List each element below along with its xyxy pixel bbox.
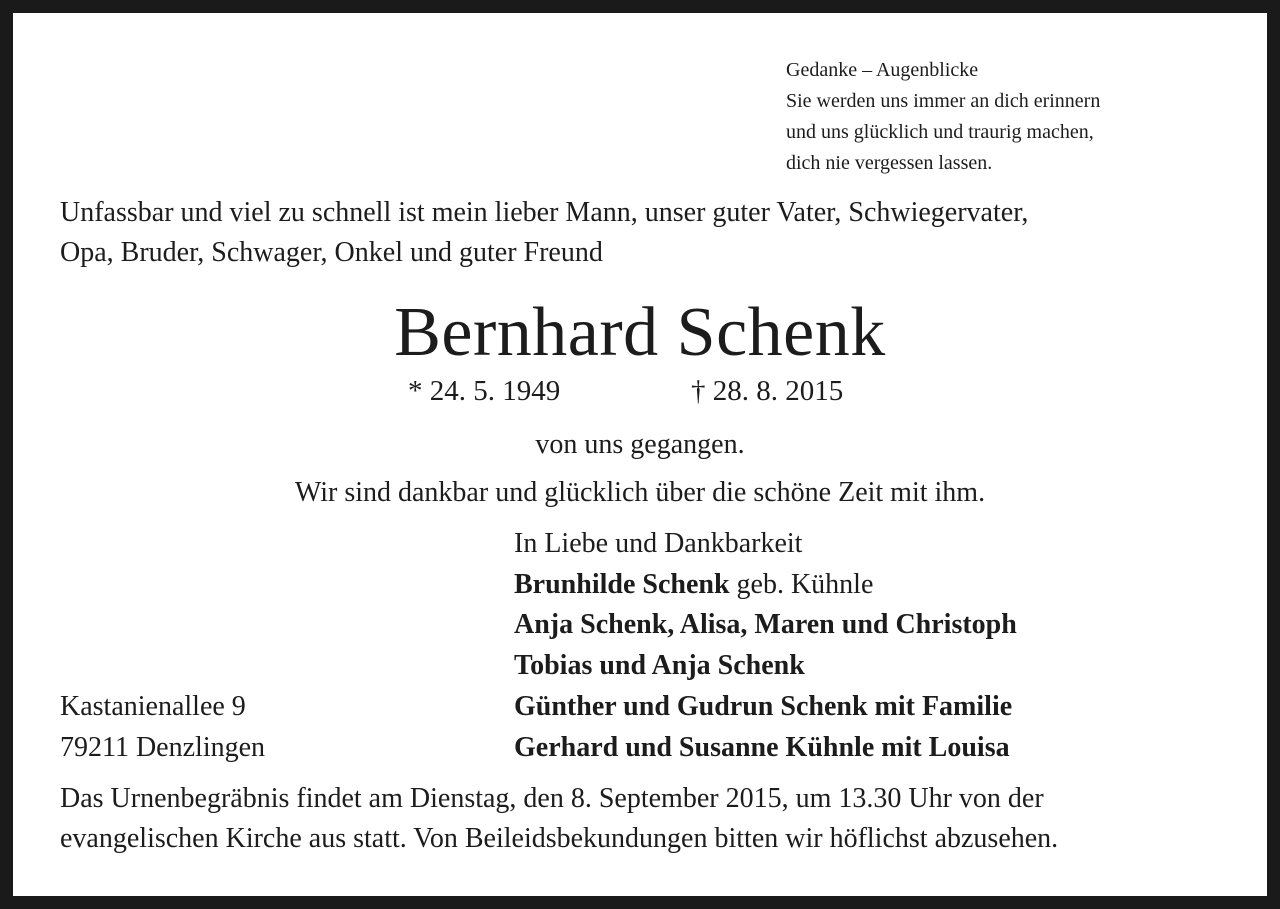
poem-line: Gedanke – Augenblicke — [786, 59, 979, 81]
family-member-suffix: geb. Kühnle — [729, 568, 874, 600]
poem-line: Sie werden uns immer an dich erinnern — [786, 90, 1101, 112]
poem — [786, 55, 1100, 179]
family-intro: In Liebe und Dankbarkeit — [514, 528, 803, 559]
intro-line: Opa, Bruder, Schwager, Onkel und guter Freund — [60, 237, 603, 268]
family-member-name: Gerhard und Susanne Kühnle mit Louisa — [514, 731, 1010, 763]
family-member — [514, 605, 1017, 646]
birth-date: * 24. 5. 1949 — [408, 375, 561, 407]
deceased-name: Bernhard Schenk — [394, 294, 886, 371]
intro-text — [60, 193, 1028, 273]
funeral-line: evangelischen Kirche aus statt. Von Beileidsbekundungen bitten wir höflichst abzusehen. — [60, 823, 1059, 854]
passing-text: von uns gegangen. — [535, 429, 745, 460]
family-member-name: Anja Schenk, Alisa, Maren und Christoph — [514, 609, 1017, 641]
death-date: † 28. 8. 2015 — [691, 375, 844, 407]
address — [60, 687, 265, 768]
family-member — [514, 646, 1017, 687]
family-member-name: Brunhilde Schenk — [514, 568, 730, 600]
family-member — [514, 565, 1017, 606]
family-member-name: Günther und Gudrun Schenk mit Familie — [514, 690, 1013, 722]
family-member — [514, 728, 1017, 769]
family-member-name: Tobias und Anja Schenk — [514, 650, 805, 682]
address-street: Kastanienallee 9 — [60, 691, 246, 722]
funeral-notice — [60, 779, 1058, 859]
obituary-card — [13, 13, 1267, 896]
poem-line: und uns glücklich und traurig machen, — [786, 121, 1094, 143]
address-city: 79211 Denzlingen — [60, 731, 266, 763]
poem-line: dich nie vergessen lassen. — [786, 152, 993, 174]
family-member — [514, 687, 1017, 728]
funeral-line: Das Urnenbegräbnis findet am Dienstag, den 8. September 2015, um 13.30 Uhr von der — [60, 783, 1044, 814]
family-list — [514, 524, 1017, 768]
intro-line: Unfassbar und viel zu schnell ist mein lieber Mann, unser guter Vater, Schwiegervater, — [60, 197, 1029, 228]
gratitude-text: Wir sind dankbar und glücklich über die schöne Zeit mit ihm. — [294, 477, 986, 508]
